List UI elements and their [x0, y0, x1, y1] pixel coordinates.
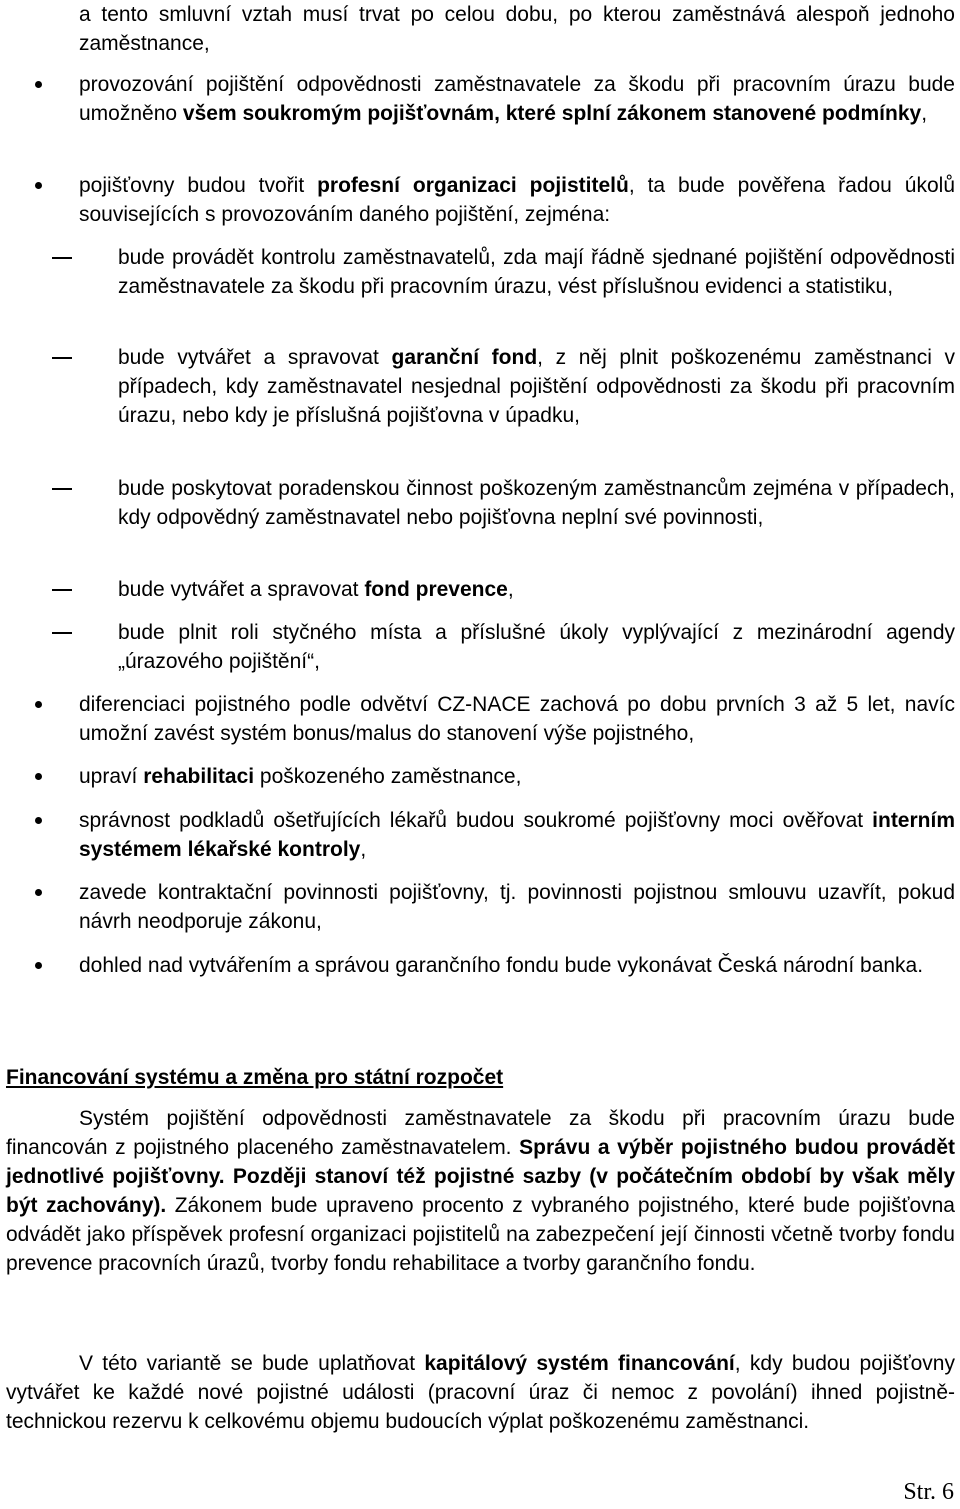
- dash-item: [118, 474, 955, 532]
- page-number: Str. 6: [903, 1479, 954, 1505]
- financing-paragraph: [6, 1104, 955, 1278]
- dash-text-end: ,: [507, 578, 514, 601]
- bullet-bold-text: rehabilitaci: [143, 765, 255, 788]
- bullet-text: upraví: [79, 765, 144, 788]
- bullet-text-end: ,: [921, 102, 928, 125]
- bullet-icon: [35, 701, 42, 708]
- dash-icon: [52, 357, 72, 359]
- paragraph-bold-text: Správu a výběr pojistného budou provádět jednotlivé pojišťovny. Později stanoví též pojistné sazby (v počátečním období by však měly být zachovány).: [6, 1136, 955, 1217]
- bullet-bold-text: všem soukromým pojišťovnám, které splní zákonem stanovené podmínky: [182, 102, 922, 125]
- continuation-paragraph: [79, 0, 955, 58]
- continuation-text: a tento smluvní vztah musí trvat po celou dobu, po kterou zaměstnává alespoň jednoho zaměstnance,: [79, 3, 955, 55]
- bullet-item: [79, 762, 955, 791]
- paragraph-text-end: Zákonem bude upraveno procento z vybraného pojistného, které bude pojišťovna odvádět jako příspěvek profesní organizaci pojistitelů na zabezpečení její činnosti včetně tvorby fondu prevence pracovních úrazů, tvorby fondu rehabilitace a tvorby garančního fondu.: [6, 1194, 955, 1275]
- dash-item: [118, 243, 955, 301]
- dash-text: bude poskytovat poradenskou činnost poškozeným zaměstnancům zejména v případech, kdy odpovědný zaměstnavatel nebo pojišťovna neplní své povinnosti,: [118, 477, 955, 529]
- bullet-text: diferenciaci pojistného podle odvětví CZ-NACE zachová po dobu prvních 3 až 5 let, navíc umožní zavést systém bonus/malus do stanovení výše pojistného,: [79, 693, 955, 745]
- bullet-text: pojišťovny budou tvořit: [79, 174, 318, 197]
- paragraph-bold-text: kapitálový systém financování: [424, 1352, 735, 1375]
- dash-item: [118, 575, 955, 604]
- dash-text: bude vytvářet a spravovat: [118, 578, 365, 601]
- bullet-icon: [35, 182, 42, 189]
- bullet-icon: [35, 817, 42, 824]
- bullet-icon: [35, 889, 42, 896]
- dash-bold-text: fond prevence: [364, 578, 508, 601]
- bullet-text: zavede kontraktační povinnosti pojišťovny, tj. povinnosti pojistnou smlouvu uzavřít, pokud návrh neodporuje zákonu,: [79, 881, 955, 933]
- dash-icon: [52, 488, 72, 490]
- bullet-text: dohled nad vytvářením a správou garančního fondu bude vykonávat Česká národní banka.: [79, 954, 924, 977]
- bullet-item: [79, 878, 955, 936]
- bullet-icon: [35, 773, 42, 780]
- paragraph-text: V této variantě se bude uplatňovat: [79, 1352, 425, 1375]
- bullet-text: správnost podkladů ošetřujících lékařů budou soukromé pojišťovny moci ověřovat: [79, 809, 873, 832]
- dash-text: bude plnit roli styčného místa a příslušné úkoly vyplývající z mezinárodní agendy „úrazového pojištění“,: [118, 621, 955, 673]
- section-heading: Financování systému a změna pro státní rozpočet: [6, 1066, 504, 1089]
- bullet-bold-text: profesní organizaci pojistitelů: [317, 174, 629, 197]
- bullet-icon: [35, 962, 42, 969]
- dash-bold-text: garanční fond: [391, 346, 538, 369]
- dash-text-end: , z něj plnit poškozenému zaměstnanci v případech, kdy zaměstnavatel nesjednal pojištění odpovědnosti za škodu při pracovním úrazu, nebo kdy je příslušná pojišťovna v úpadku,: [118, 346, 955, 427]
- dash-item: [118, 618, 955, 676]
- bullet-text-end: poškozeného zaměstnance,: [254, 765, 522, 788]
- bullet-item: [79, 690, 955, 748]
- paragraph-text: Systém pojištění odpovědnosti zaměstnavatele za škodu při pracovním úrazu bude financován z pojistného placeného zaměstnavatelem.: [6, 1107, 955, 1159]
- bullet-item: [79, 171, 955, 229]
- bullet-text-end: , ta bude pověřena řadou úkolů souvisejících s provozováním daného pojištění, zejména:: [79, 174, 955, 226]
- dash-icon: [52, 589, 72, 591]
- dash-text: bude provádět kontrolu zaměstnavatelů, zda mají řádně sjednané pojištění odpovědnosti zaměstnavatele za škodu při pracovním úrazu, vést příslušnou evidenci a statistiku,: [118, 246, 955, 298]
- bullet-bold-text: interním systémem lékařské kontroly: [79, 809, 955, 861]
- paragraph-text-end: , kdy budou pojišťovny vytvářet ke každé nové pojistné události (pracovní úraz či nemoc z povolání) ihned pojistně-technickou rezervu k celkovému objemu budoucích výplat poškozenému zaměstnanci.: [6, 1352, 955, 1433]
- dash-icon: [52, 632, 72, 634]
- bullet-item: [79, 951, 955, 980]
- dash-item: [118, 343, 955, 430]
- dash-icon: [52, 257, 72, 259]
- bullet-item: [79, 70, 955, 128]
- bullet-icon: [35, 81, 42, 88]
- bullet-text-end: ,: [360, 838, 367, 861]
- bullet-text: provozování pojištění odpovědnosti zaměstnavatele za škodu při pracovním úrazu bude umožněno: [79, 73, 955, 125]
- variant-paragraph: [6, 1349, 955, 1436]
- dash-text: bude vytvářet a spravovat: [118, 346, 392, 369]
- bullet-item: [79, 806, 955, 864]
